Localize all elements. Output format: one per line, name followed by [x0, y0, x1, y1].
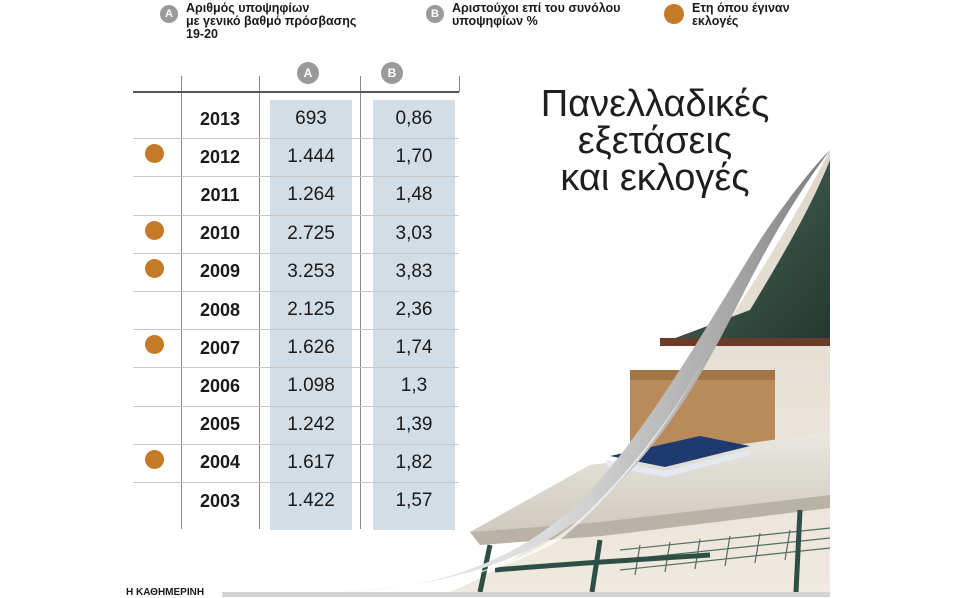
row-value-a: 1.242	[287, 413, 335, 435]
row-value-b: 1,3	[400, 375, 428, 397]
election-dot-icon	[145, 450, 164, 469]
row-value-a: 1.444	[287, 146, 335, 168]
row-year: 2003	[199, 490, 241, 511]
credit: Η ΚΑΘΗΜΕΡΙΝΗ	[126, 587, 205, 598]
election-dot-icon	[145, 221, 164, 240]
legend-text-a: Αριθμός υποψηφίων με γενικό βαθμό πρόσβασης 19-20	[186, 1, 357, 41]
row-value-b: 1,74	[395, 337, 433, 359]
row-value-b: 1,70	[395, 146, 433, 168]
bottom-rule	[222, 592, 830, 597]
vertical-rule	[459, 76, 460, 92]
row-year: 2011	[200, 184, 240, 205]
row-value-b: 1,48	[395, 184, 433, 206]
row-year: 2005	[199, 414, 241, 435]
row-value-b: 2,36	[395, 299, 433, 320]
row-year: 2007	[199, 337, 241, 358]
classroom-desk-photo	[330, 150, 830, 592]
row-value-a: 1.264	[287, 184, 335, 206]
legend-item-a	[160, 2, 356, 41]
row-value-b: 3,03	[395, 222, 433, 244]
row-value-a: 3.253	[287, 260, 335, 282]
row-year: 2012	[199, 146, 241, 167]
legend-text-elections: Ετη όπου έγιναν εκλογές	[692, 1, 790, 28]
row-value-a: 2.725	[287, 222, 335, 244]
row-year: 2008	[199, 299, 241, 320]
row-value-a: 1.617	[287, 451, 335, 473]
row-value-b: 1,39	[395, 413, 433, 435]
row-value-b: 1,57	[395, 490, 433, 511]
election-dot-icon	[145, 259, 164, 278]
page-title: Πανελλαδικές εξετάσεις και εκλογές	[540, 83, 770, 199]
row-value-a: 2.125	[287, 299, 335, 320]
photo-scene	[330, 150, 830, 592]
row-value-a: 1.626	[287, 337, 335, 359]
row-year: 2013	[199, 108, 241, 129]
row-value-a: 1.098	[287, 375, 335, 397]
row-value-b: 3,83	[395, 260, 433, 282]
election-dot-icon	[145, 335, 164, 354]
row-value-b: 1,82	[395, 451, 433, 473]
row-year: 2004	[199, 452, 241, 473]
vertical-rule	[259, 76, 260, 529]
row-year: 2006	[199, 375, 241, 396]
column-a-header: A	[297, 62, 319, 84]
row-value-a: 1.422	[287, 490, 335, 511]
header-rule	[133, 91, 459, 93]
legend-item-b	[426, 2, 620, 28]
legend-text-b: Αριστούχοι επί του συνόλου υποψηφίων %	[452, 1, 621, 28]
row-value-a: 693	[295, 108, 327, 129]
badge-b: B	[426, 5, 444, 23]
election-dot-legend-icon	[664, 4, 684, 24]
column-b-header: B	[381, 62, 403, 84]
row-year: 2010	[199, 223, 241, 244]
legend-item-elections	[664, 2, 790, 28]
row-year: 2009	[199, 261, 241, 282]
election-dot-icon	[145, 144, 164, 163]
badge-a: A	[160, 5, 178, 23]
row-value-b: 0,86	[395, 108, 433, 129]
